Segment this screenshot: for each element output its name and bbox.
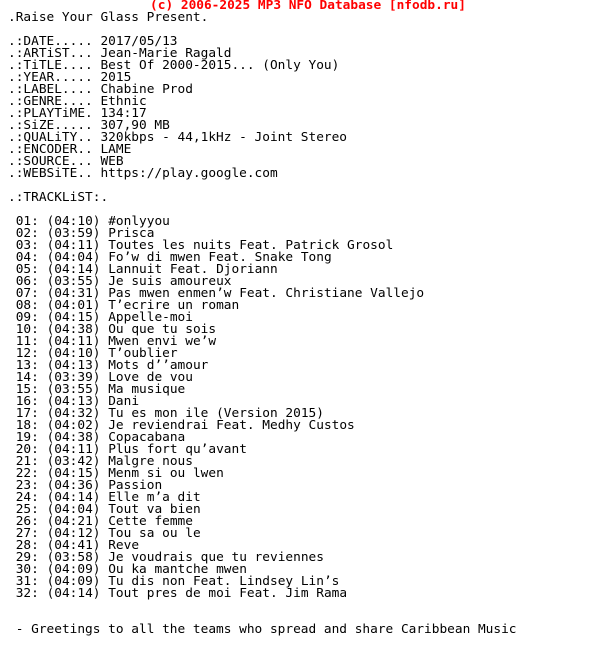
track-title: Tu dis non Feat. Lindsey Lin’s <box>108 574 340 589</box>
track-time: (03:55) <box>46 382 101 397</box>
track-title: Elle m’a dit <box>108 490 201 505</box>
track-title: Tout va bien <box>108 502 201 517</box>
track-title: Tou sa ou le <box>108 526 201 541</box>
track-title: Dani <box>108 394 140 409</box>
track-time: (03:59) <box>46 226 101 241</box>
track-title: Tu es mon ile (Version 2015) <box>108 406 324 421</box>
greeting-text: - Greetings to all the teams who spread and share Caribbean Music <box>15 622 517 637</box>
track-title: #onlyyou <box>108 214 170 229</box>
track-time: (04:15) <box>46 466 101 481</box>
track-number: 11: <box>15 334 39 349</box>
track-title: Ma musique <box>108 382 186 397</box>
tracklist <box>0 216 616 600</box>
track-title: Ou ka mantche mwen <box>108 562 247 577</box>
track-number: 16: <box>15 394 39 409</box>
track-number: 29: <box>15 550 39 565</box>
track-title: Je suis amoureux <box>108 274 232 289</box>
field-value: Ethnic <box>100 94 147 109</box>
track-title: Cette femme <box>108 514 193 529</box>
track-title: Malgre nous <box>108 454 193 469</box>
track-time: (03:42) <box>46 454 101 469</box>
track-time: (04:32) <box>46 406 101 421</box>
track-title: T’oublier <box>108 346 178 361</box>
track-title: Je voudrais que tu reviennes <box>108 550 324 565</box>
track-time: (04:01) <box>46 298 101 313</box>
track-number: 03: <box>15 238 39 253</box>
track-number: 07: <box>15 286 39 301</box>
track-time: (04:09) <box>46 562 101 577</box>
site-header: (c) 2006-2025 MP3 NFO Database [nfodb.ru] <box>150 0 466 13</box>
track-number: 26: <box>15 514 39 529</box>
track-time: (04:14) <box>46 586 101 601</box>
field-value: Chabine Prod <box>100 82 193 97</box>
track-time: (04:38) <box>46 430 101 445</box>
track-number: 24: <box>15 490 39 505</box>
track-title: Copacabana <box>108 430 186 445</box>
field-value: Jean-Marie Ragald <box>100 46 232 61</box>
field-value: Best Of 2000-2015... (Only You) <box>100 58 340 73</box>
track-title: Pas mwen enmen’w Feat. Christiane Vallejo <box>108 286 425 301</box>
track-time: (04:21) <box>46 514 101 529</box>
release-info <box>0 36 616 180</box>
track-title: Fo’w di mwen Feat. Snake Tong <box>108 250 332 265</box>
field-value: LAME <box>100 142 132 157</box>
field-key: .:WEBSiTE.. <box>8 166 93 181</box>
field-value: WEB <box>100 154 124 169</box>
track-title: Tout pres de moi Feat. Jim Rama <box>108 586 348 601</box>
track-number: 12: <box>15 346 39 361</box>
track-number: 25: <box>15 502 39 517</box>
track-time: (04:11) <box>46 442 101 457</box>
field-value: 2017/05/13 <box>100 34 178 49</box>
track-title: Toutes les nuits Feat. Patrick Grosol <box>108 238 394 253</box>
track-time: (04:31) <box>46 286 101 301</box>
track-number: 09: <box>15 310 39 325</box>
greeting-line <box>8 624 616 636</box>
track-number: 21: <box>15 454 39 469</box>
track-time: (04:11) <box>46 238 101 253</box>
track-title: Ou que tu sois <box>108 322 217 337</box>
field-value: 320kbps - 44,1kHz - Joint Stereo <box>100 130 348 145</box>
track-number: 02: <box>15 226 39 241</box>
track-number: 08: <box>15 298 39 313</box>
track-number: 30: <box>15 562 39 577</box>
track-time: (04:12) <box>46 526 101 541</box>
track-number: 20: <box>15 442 39 457</box>
track-time: (03:58) <box>46 550 101 565</box>
track-number: 28: <box>15 538 39 553</box>
track-number: 31: <box>15 574 39 589</box>
track-title: Mots d’’amour <box>108 358 209 373</box>
field-value: 134:17 <box>100 106 147 121</box>
track-time: (04:10) <box>46 346 101 361</box>
track-number: 15: <box>15 382 39 397</box>
track-number: 14: <box>15 370 39 385</box>
track-time: (03:39) <box>46 370 101 385</box>
track-time: (04:41) <box>46 538 101 553</box>
track-number: 19: <box>15 430 39 445</box>
track-number: 04: <box>15 250 39 265</box>
field-value: 2015 <box>100 70 132 85</box>
track-number: 18: <box>15 418 39 433</box>
track-number: 06: <box>15 274 39 289</box>
field-key: .:LABEL.... <box>8 82 93 97</box>
track-time: (04:09) <box>46 574 101 589</box>
intro-line: .Raise Your Glass Present. <box>8 10 209 25</box>
track-title: Prisca <box>108 226 155 241</box>
track-title: Appelle-moi <box>108 310 193 325</box>
track-time: (04:11) <box>46 334 101 349</box>
field-key: .:GENRE.... <box>8 94 93 109</box>
field-line <box>8 168 616 180</box>
field-value: https://play.google.com <box>100 166 278 181</box>
field-key: .:ENCODER.. <box>8 142 93 157</box>
track-number: 22: <box>15 466 39 481</box>
track-time: (04:36) <box>46 478 101 493</box>
track-title: Passion <box>108 478 163 493</box>
track-title: Mwen envi we’w <box>108 334 217 349</box>
field-key: .:QUALiTY.. <box>8 130 93 145</box>
track-time: (04:14) <box>46 490 101 505</box>
track-time: (04:14) <box>46 262 101 277</box>
track-title: Menm si ou lwen <box>108 466 224 481</box>
track-time: (04:04) <box>46 502 101 517</box>
track-time: (03:55) <box>46 274 101 289</box>
track-title: T’ecrire un roman <box>108 298 240 313</box>
track-number: 10: <box>15 322 39 337</box>
track-time: (04:02) <box>46 418 101 433</box>
field-value: 307,90 MB <box>100 118 170 133</box>
track-title: Je reviendrai Feat. Medhy Custos <box>108 418 355 433</box>
track-number: 32: <box>15 586 39 601</box>
track-time: (04:15) <box>46 310 101 325</box>
track-number: 05: <box>15 262 39 277</box>
tracklist-heading: .:TRACKLiST:. <box>8 190 109 205</box>
track-title: Love de vou <box>108 370 193 385</box>
field-key: .:SOURCE... <box>8 154 93 169</box>
track-time: (04:10) <box>46 214 101 229</box>
track-title: Reve <box>108 538 140 553</box>
track-number: 27: <box>15 526 39 541</box>
field-key: .:ARTiST... <box>8 46 93 61</box>
track-number: 23: <box>15 478 39 493</box>
field-key: .:SiZE..... <box>8 118 93 133</box>
track-title: Lannuit Feat. Djoriann <box>108 262 278 277</box>
track-row <box>8 588 616 600</box>
field-key: .:TiTLE.... <box>8 58 93 73</box>
spacer <box>0 600 616 612</box>
track-number: 13: <box>15 358 39 373</box>
track-time: (04:38) <box>46 322 101 337</box>
track-number: 17: <box>15 406 39 421</box>
field-key: .:YEAR..... <box>8 70 93 85</box>
track-time: (04:13) <box>46 394 101 409</box>
field-key: .:PLAYTiME. <box>8 106 93 121</box>
track-time: (04:04) <box>46 250 101 265</box>
track-time: (04:13) <box>46 358 101 373</box>
field-key: .:DATE..... <box>8 34 93 49</box>
track-title: Plus fort qu’avant <box>108 442 247 457</box>
track-number: 01: <box>15 214 39 229</box>
